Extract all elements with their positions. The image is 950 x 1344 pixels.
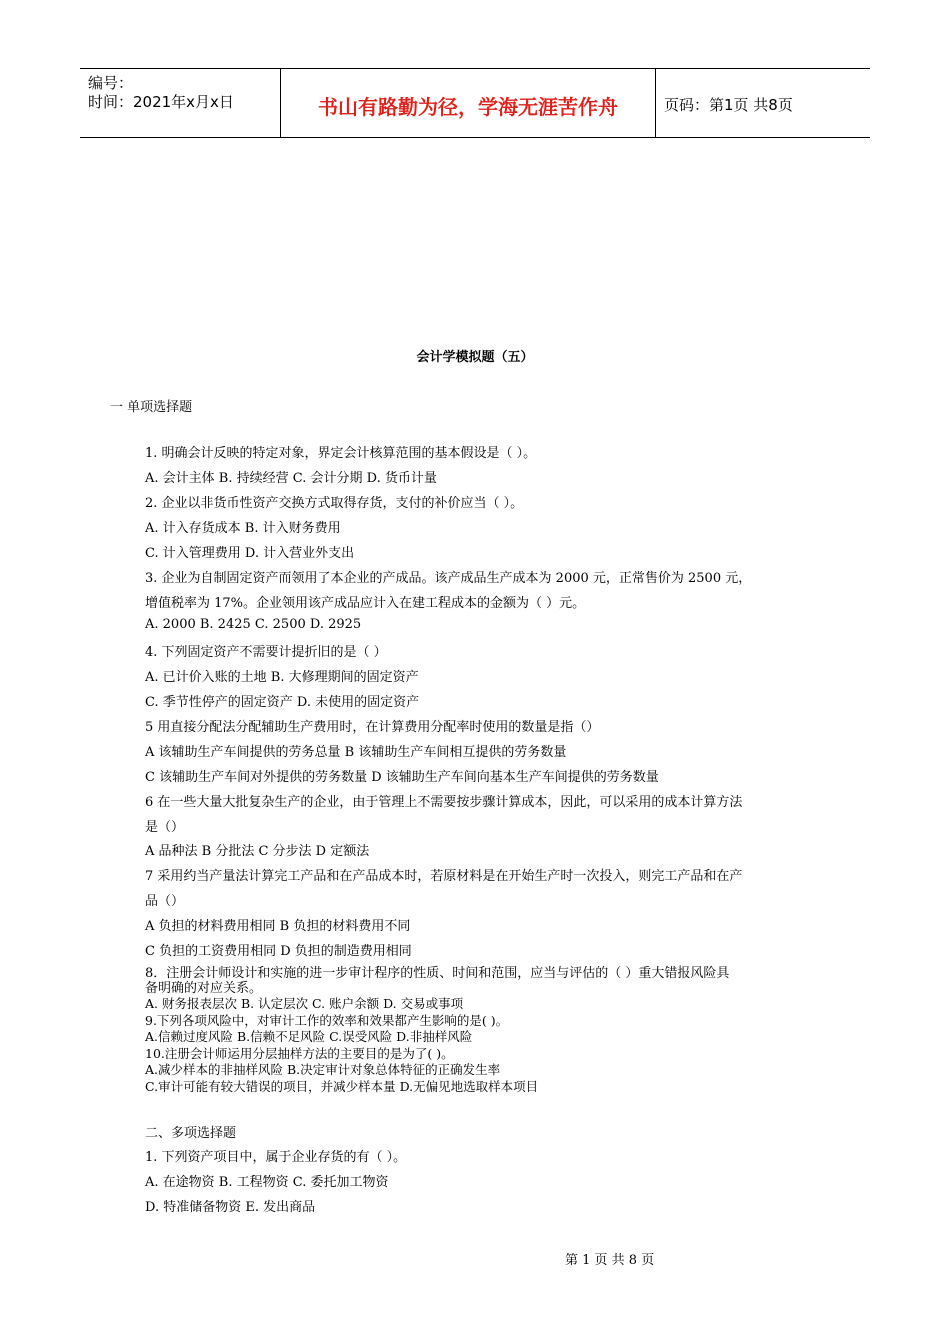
question-7-options-ab: A 负担的材料费用相同 B 负担的材料费用不同 bbox=[145, 919, 411, 934]
question-6: 6 在一些大量大批复杂生产的企业，由于管理上不需要按步骤计算成本，因此，可以采用的成本计算方法 bbox=[145, 795, 743, 810]
section-heading-multiple-choice: 二、多项选择题 bbox=[145, 1126, 237, 1141]
header-motto-cell bbox=[281, 69, 656, 137]
question-6-options: A 品种法 B 分批法 C 分步法 D 定额法 bbox=[145, 844, 370, 859]
multi-question-1: 1. 下列资产项目中，属于企业存货的有（ ）。 bbox=[145, 1150, 407, 1165]
question-6-continued: 是（） bbox=[145, 820, 185, 835]
question-7-options-cd: C 负担的工资费用相同 D 负担的制造费用相同 bbox=[145, 944, 412, 959]
question-1: 1. 明确会计反映的特定对象，界定会计核算范围的基本假设是（ ）。 bbox=[145, 446, 537, 461]
page-header bbox=[80, 68, 870, 138]
question-2: 2. 企业以非货币性资产交换方式取得存货，支付的补价应当（ ）。 bbox=[145, 496, 524, 511]
question-8: 8．注册会计师设计和实施的进一步审计程序的性质、时间和范围，应当与评估的（ ）重大错报风险具 bbox=[145, 966, 730, 981]
question-3: 3. 企业为自制固定资产而领用了本企业的产成品。该产成品生产成本为 2000 元，正常售价为 2500 元， bbox=[145, 571, 752, 586]
question-3-continued: 增值税率为 17%。企业领用该产成品应计入在建工程成本的金额为（ ）元。 bbox=[145, 596, 586, 611]
header-page-cell bbox=[656, 69, 870, 137]
question-9: 9.下列各项风险中，对审计工作的效率和效果都产生影响的是( )。 bbox=[145, 1013, 509, 1028]
question-5: 5 用直接分配法分配辅助生产费用时，在计算费用分配率时使用的数量是指（） bbox=[145, 720, 600, 735]
page-footer: 第 1 页 共 8 页 bbox=[565, 1253, 655, 1268]
question-2-options-ab: A. 计入存货成本 B. 计入财务费用 bbox=[145, 521, 341, 536]
question-1-options: A. 会计主体 B. 持续经营 C. 会计分期 D. 货币计量 bbox=[145, 471, 437, 486]
motto: 书山有路勤为径，学海无涯苦作舟 bbox=[318, 95, 618, 119]
question-5-options-ab: A 该辅助生产车间提供的劳务总量 B 该辅助生产车间相互提供的劳务数量 bbox=[145, 745, 567, 760]
question-10: 10.注册会计师运用分层抽样方法的主要目的是为了( )。 bbox=[145, 1046, 454, 1061]
question-8-options: A. 财务报表层次 B. 认定层次 C. 账户余额 D. 交易或事项 bbox=[145, 996, 464, 1011]
question-8-continued: 备明确的对应关系。 bbox=[145, 981, 263, 996]
multi-question-1-options-2: D. 特准储备物资 E. 发出商品 bbox=[145, 1200, 316, 1215]
section-heading-single-choice: 一 单项选择题 bbox=[110, 400, 193, 415]
document-title: 会计学模拟题（五） bbox=[416, 350, 534, 365]
question-7-continued: 品（） bbox=[145, 894, 185, 909]
question-4-options-cd: C. 季节性停产的固定资产 D. 未使用的固定资产 bbox=[145, 695, 420, 710]
question-5-options-cd: C 该辅助生产车间对外提供的劳务数量 D 该辅助生产车间向基本生产车间提供的劳务数量 bbox=[145, 770, 659, 785]
page-info: 页码：第1页 共8页 bbox=[664, 96, 793, 114]
time-label: 时间：2021年x月x日 bbox=[88, 93, 234, 111]
question-7: 7 采用约当产量法计算完工产品和在产品成本时，若原材料是在开始生产时一次投入，则完工产品和在产 bbox=[145, 869, 743, 884]
multi-question-1-options-1: A. 在途物资 B. 工程物资 C. 委托加工物资 bbox=[145, 1175, 389, 1190]
question-10-options-cd: C.审计可能有较大错误的项目，并减少样本量 D.无偏见地选取样本项目 bbox=[145, 1079, 539, 1094]
question-3-options: A. 2000 B. 2425 C. 2500 D. 2925 bbox=[145, 617, 362, 632]
number-label: 编号： bbox=[88, 74, 134, 92]
question-4: 4. 下列固定资产不需要计提折旧的是（ ） bbox=[145, 645, 387, 660]
question-4-options-ab: A. 已计价入账的土地 B. 大修理期间的固定资产 bbox=[145, 670, 419, 685]
question-9-options: A.信赖过度风险 B.信赖不足风险 C.误受风险 D.非抽样风险 bbox=[145, 1029, 473, 1044]
header-meta-cell bbox=[80, 69, 281, 137]
question-10-options-ab: A.减少样本的非抽样风险 B.决定审计对象总体特征的正确发生率 bbox=[145, 1062, 501, 1077]
question-2-options-cd: C. 计入管理费用 D. 计入营业外支出 bbox=[145, 546, 355, 561]
